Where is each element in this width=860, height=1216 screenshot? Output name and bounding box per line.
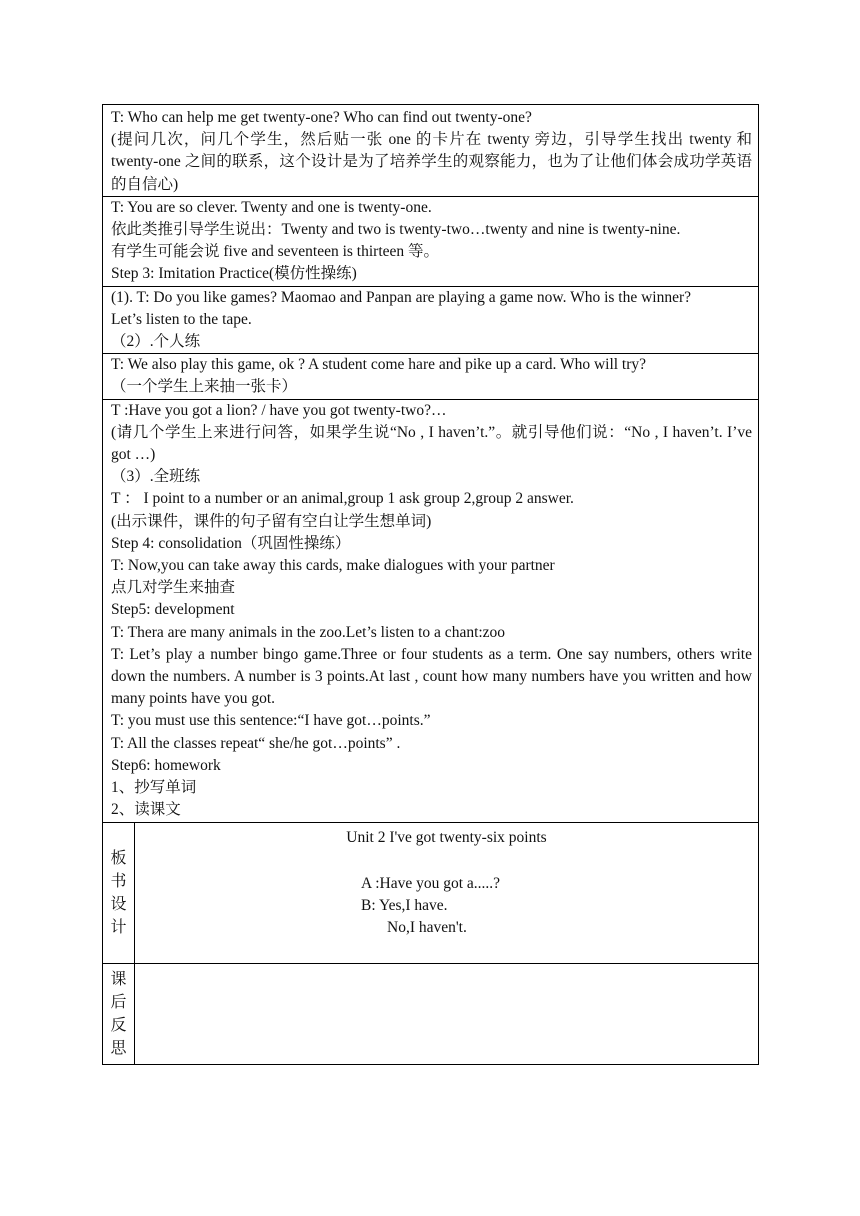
lesson-plan-table xyxy=(102,104,759,1065)
text-line: 点几对学生来抽查 xyxy=(111,579,236,597)
text-paragraph: (提问几次，问几个学生，然后贴一张 one 的卡片在 twenty 旁边，引导学生找出 twenty 和 twenty-one 之间的联系，这个设计是为了培养学生的观察能力，也为了让他们体会成功学英语的自信心) xyxy=(111,131,752,193)
text-line: T ： I point to a number or an animal,group 1 ask group 2,group 2 answer. xyxy=(111,490,574,508)
reflection-row xyxy=(103,963,759,1064)
text-line: Let’s listen to the tape. xyxy=(111,310,252,328)
procedure-cell xyxy=(103,105,759,823)
text-line: 2、读课文 xyxy=(111,801,181,819)
text-line: T: Now,you can take away this cards, make dialogues with your partner xyxy=(111,557,555,575)
text-line: (出示课件，课件的句子留有空白让学生想单词) xyxy=(111,512,432,530)
text-line: T: Thera are many animals in the zoo.Let’s listen to a chant:zoo xyxy=(111,623,506,641)
text-paragraph: T: Let’s play a number bingo game.Three or four students as a term. One say numbers, others write down the numbers. A number is 3 points.At last , count how many numbers have you written and how many points have you got. xyxy=(111,645,752,708)
board-design-row xyxy=(103,822,759,963)
text-line: T: you must use this sentence:“I have got…points.” xyxy=(111,712,431,730)
board-design-cell xyxy=(135,822,759,963)
text-line: T: All the classes repeat“ she/he got…points” . xyxy=(111,734,401,752)
step-heading: Step6: homework xyxy=(111,756,221,774)
board-title: Unit 2 I've got twenty-six points xyxy=(346,828,547,846)
text-line: T: You are so clever. Twenty and one is twenty-one. xyxy=(111,198,432,216)
text-paragraph: (1). T: Do you like games? Maomao and Panpan are playing a game now. Who is the winner? xyxy=(111,288,692,306)
step-heading: Step 4: consolidation（巩固性操练） xyxy=(111,534,351,552)
board-design-label: 板 书 设 计 xyxy=(103,822,135,963)
text-paragraph: (请几个学生上来进行问答，如果学生说“No , I haven’t.”。就引导他们说：“No , I haven’t. I’ve got …) xyxy=(111,423,752,464)
text-line: （一个学生上来抽一张卡） xyxy=(111,378,298,396)
reflection-cell xyxy=(135,963,759,1064)
text-line: T: Who can help me get twenty-one? Who can find out twenty-one? xyxy=(111,109,532,126)
board-line: No,I haven't. xyxy=(387,918,467,936)
step-heading: Step5: development xyxy=(111,601,235,619)
text-line: （3）.全班练 xyxy=(111,468,201,486)
board-line: B: Yes,I have. xyxy=(361,896,448,914)
text-line: T: We also play this game, ok ? A student come hare and pike up a card. Who will try? xyxy=(111,356,647,374)
text-line: T :Have you got a lion? / have you got twenty-two?… xyxy=(111,401,447,419)
step-heading: Step 3: Imitation Practice(模仿性操练) xyxy=(111,265,357,283)
reflection-label: 课 后 反 思 xyxy=(103,963,135,1064)
text-line: 依此类推引导学生说出：Twenty and two is twenty-two…twenty and nine is twenty-nine. xyxy=(111,221,681,239)
board-line: A :Have you got a.....? xyxy=(361,874,501,892)
procedure-row xyxy=(103,105,759,823)
text-line: （2）.个人练 xyxy=(111,333,201,351)
text-line: 1、抄写单词 xyxy=(111,779,197,797)
text-line: 有学生可能会说 five and seventeen is thirteen 等。 xyxy=(111,243,440,261)
